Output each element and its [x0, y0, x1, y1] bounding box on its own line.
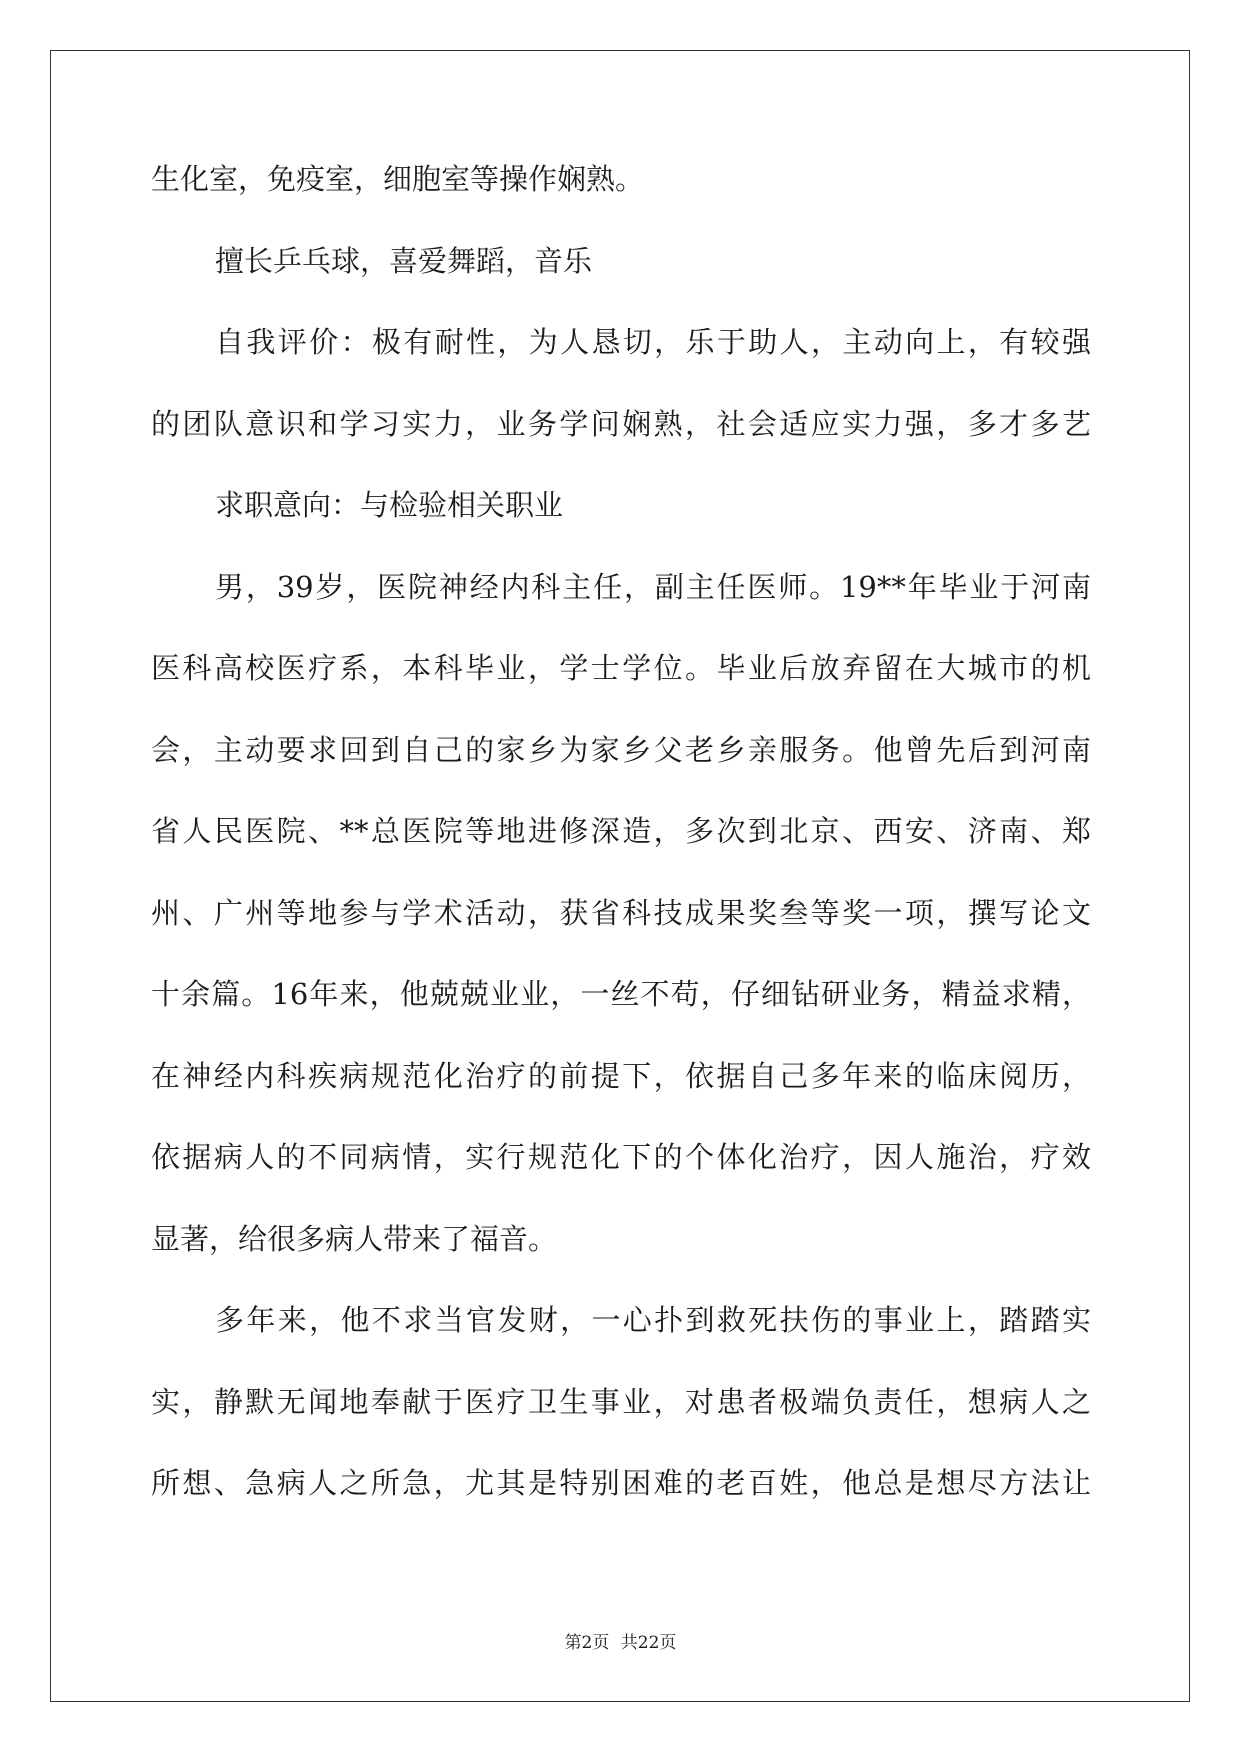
- text-line: 所想、急病人之所急，尤其是特别困难的老百姓，他总是想尽方法让: [151, 1468, 1091, 1500]
- text-line: 生化室，免疫室，细胞室等操作娴熟。: [151, 164, 645, 196]
- text-line: 医科高校医疗系，本科毕业，学士学位。毕业后放弃留在大城市的机: [151, 653, 1091, 685]
- text-line: 显著，给很多病人带来了福音。: [151, 1223, 558, 1256]
- text-line: 的团队意识和学习实力，业务学问娴熟，社会适应实力强，多才多艺: [151, 408, 1091, 441]
- text-line: 在神经内科疾病规范化治疗的前提下，依据自己多年来的临床阅历，: [151, 1060, 1091, 1093]
- text-line: 州、广州等地参与学术活动，获省科技成果奖叁等奖一项，撰写论文: [151, 897, 1091, 930]
- text-line: 多年来，他不求当官发财，一心扑到救死扶伤的事业上，踏踏实: [215, 1305, 1091, 1337]
- text-line: 十余篇。16年来，他兢兢业业，一丝不苟，仔细钻研业务，精益求精，: [151, 979, 1091, 1011]
- text-line: 省人民医院、**总医院等地进修深造，多次到北京、西安、济南、郑: [151, 816, 1091, 848]
- text-line: 自我评价：极有耐性，为人恳切，乐于助人，主动向上，有较强: [215, 327, 1091, 359]
- text-line: 男，39岁，医院神经内科主任，副主任医师。19**年毕业于河南: [215, 571, 1091, 604]
- text-line: 实，静默无闻地奉献于医疗卫生事业，对患者极端负责任，想病人之: [151, 1386, 1091, 1419]
- text-line: 求职意向：与检验相关职业: [215, 490, 564, 522]
- document-body: [151, 164, 1091, 1550]
- page-number-footer: 第2页 共22页: [564, 1633, 677, 1653]
- text-line: 擅长乒乓球，喜爱舞蹈，音乐: [215, 245, 593, 278]
- text-line: 依据病人的不同病情，实行规范化下的个体化治疗，因人施治，疗效: [151, 1142, 1091, 1174]
- text-line: 会，主动要求回到自己的家乡为家乡父老乡亲服务。他曾先后到河南: [151, 734, 1091, 767]
